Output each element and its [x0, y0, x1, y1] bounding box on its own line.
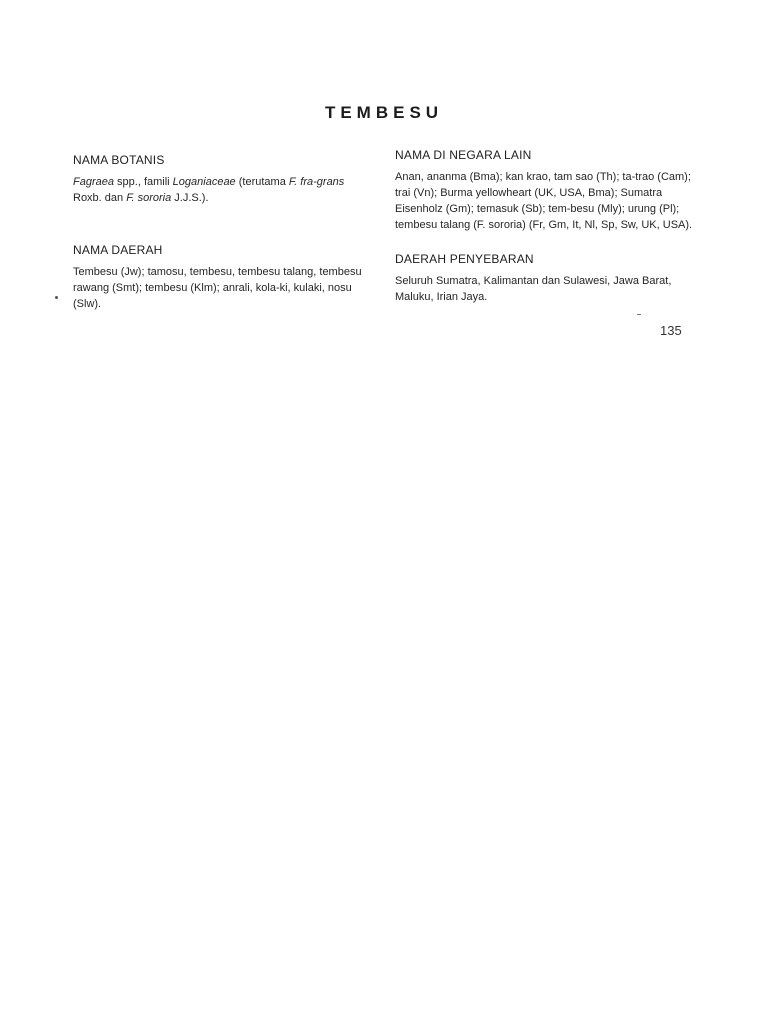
text-run: J.J.S.). [171, 192, 209, 204]
genus-name: Fagraea [73, 176, 114, 188]
regional-names-text: Tembesu (Jw); tamosu, tembesu, tembesu talang, tembesu rawang (Smt); tembesu (Klm); anrali, kola-ki, kulaki, nosu (Slw). [73, 266, 362, 310]
section-nama-botanis [73, 153, 373, 206]
scan-speck [55, 296, 58, 299]
text-run: spp., famili [113, 176, 173, 188]
section-nama-daerah [73, 243, 373, 312]
left-column [73, 153, 373, 312]
section-heading-nama-di-negara-lain: NAMA DI NEGARA LAIN [395, 148, 532, 162]
species-name: F. fra-grans [288, 176, 345, 188]
section-heading-nama-botanis: NAMA BOTANIS [73, 153, 165, 167]
section-daerah-penyebaran [395, 252, 695, 305]
foreign-names-text: Anan, ananma (Bma); kan krao, tam sao (Th); ta-trao (Cam); trai (Vn); Burma yellowheart (UK, USA, Bma); Sumatra Eisenholz (Gm); temasuk (Sb); tem-besu (Mly); urung (Pl); tembesu talang (F. sororia) (Fr, Gm, It, Nl, Sp, Sw, UK, USA). [395, 171, 693, 231]
scan-speck [637, 314, 641, 315]
text-run: Roxb. dan [73, 192, 127, 204]
family-name: Loganiaceae [172, 176, 236, 188]
right-column [395, 148, 695, 305]
section-heading-nama-daerah: NAMA DAERAH [73, 243, 163, 257]
page-title: TEMBESU [324, 103, 444, 122]
section-nama-di-negara-lain [395, 148, 695, 233]
distribution-text: Seluruh Sumatra, Kalimantan dan Sulawesi, Jawa Barat, Maluku, Irian Jaya. [395, 275, 672, 303]
species-name: F. sororia [126, 192, 172, 204]
botanical-name-text [73, 174, 373, 206]
page-number: 135 [660, 323, 682, 338]
text-run: (terutama [235, 176, 289, 188]
section-heading-daerah-penyebaran: DAERAH PENYEBARAN [395, 252, 534, 266]
